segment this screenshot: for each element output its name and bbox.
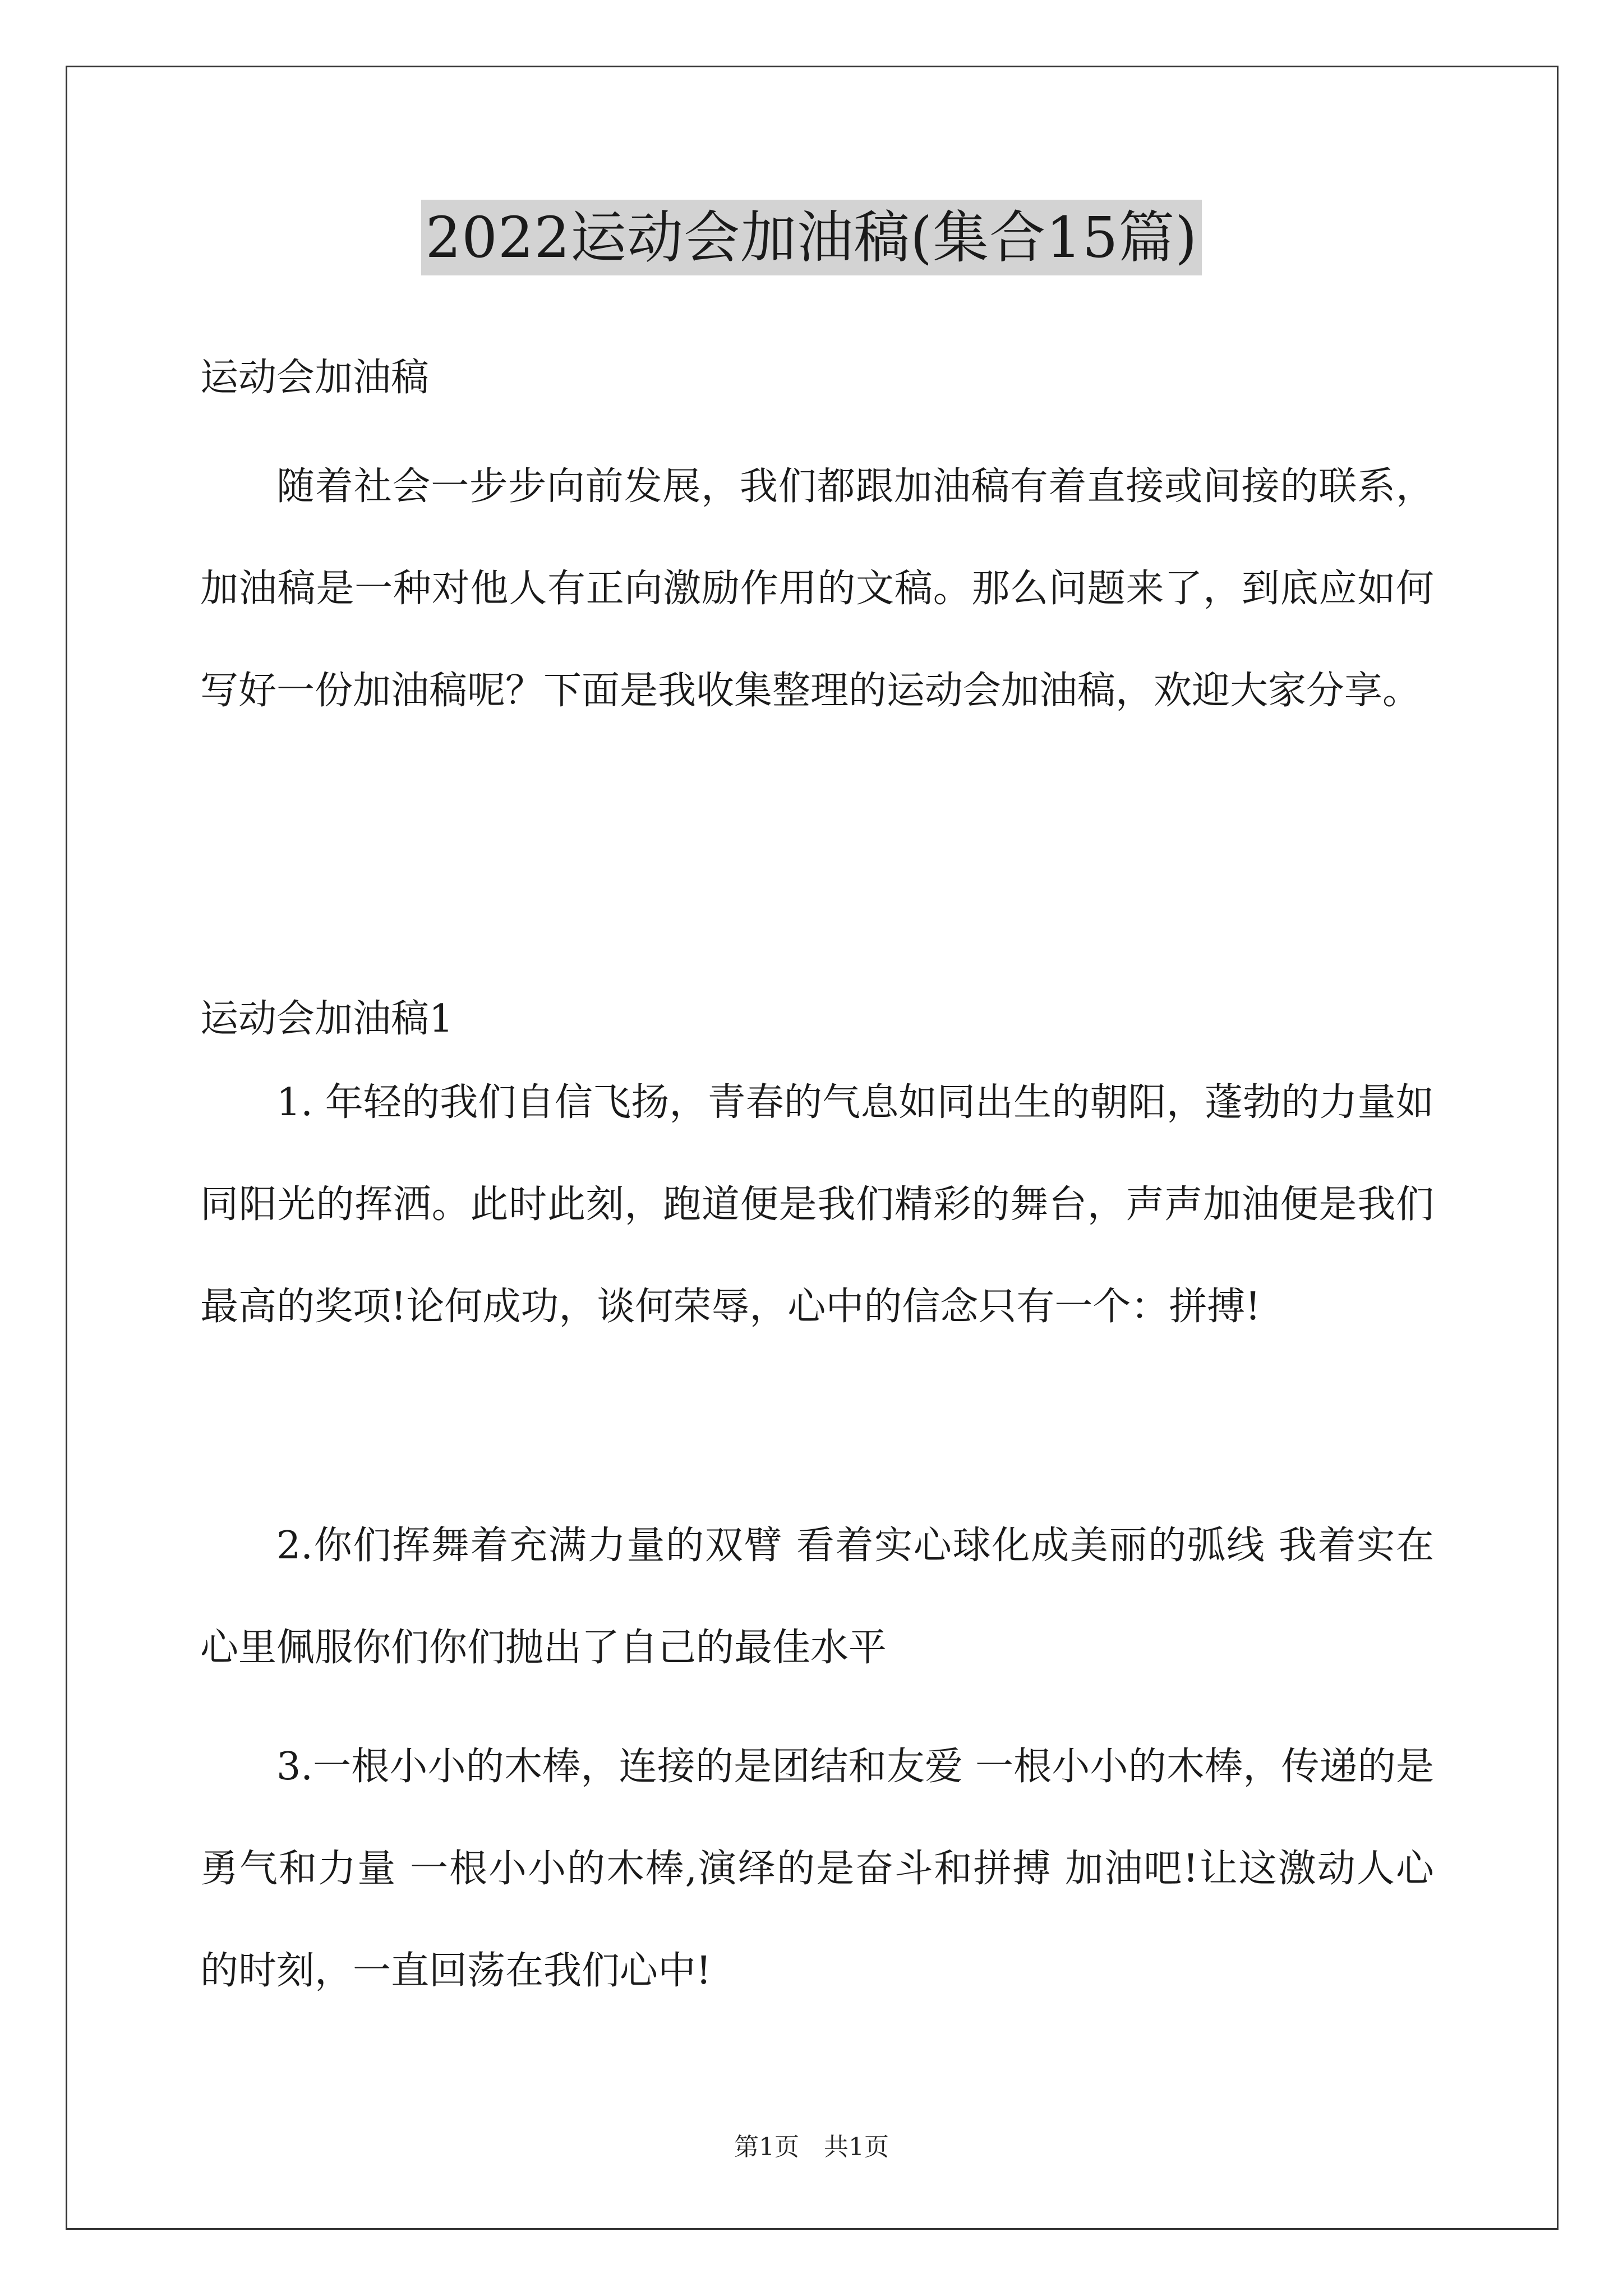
document-title: 2022运动会加油稿(集合15篇) (421, 200, 1202, 275)
section-heading: 运动会加油稿1 (200, 997, 454, 1041)
intro-heading: 运动会加油稿 (200, 356, 430, 400)
page-footer: 第1页 共1页 (734, 2133, 889, 2161)
list-item-2: 2.你们挥舞着充满力量的双臂 看着实心球化成美丽的弧线 我着实在心里佩服你们你们抛出了自己的最佳水平 (200, 1524, 1434, 1670)
title-container (0, 200, 1623, 275)
list-item-3: 3.一根小小的木棒，连接的是团结和友爱 一根小小的木棒，传递的是勇气和力量 一根小小的木棒,演绎的是奋斗和拼搏 加油吧!让这激动人心的时刻，一直回荡在我们心中! (200, 1745, 1434, 1993)
intro-paragraph: 随着社会一步步向前发展，我们都跟加油稿有着直接或间接的联系，加油稿是一种对他人有正向激励作用的文稿。那么问题来了，到底应如何写好一份加油稿呢？下面是我收集整理的运动会加油稿，欢迎大家分享。 (200, 464, 1434, 713)
list-item-1: 1. 年轻的我们自信飞扬，青春的气息如同出生的朝阳，蓬勃的力量如同阳光的挥洒。此时此刻，跑道便是我们精彩的舞台，声声加油便是我们最高的奖项!论何成功，谈何荣辱，心中的信念只有一个：拼搏! (200, 1080, 1434, 1329)
